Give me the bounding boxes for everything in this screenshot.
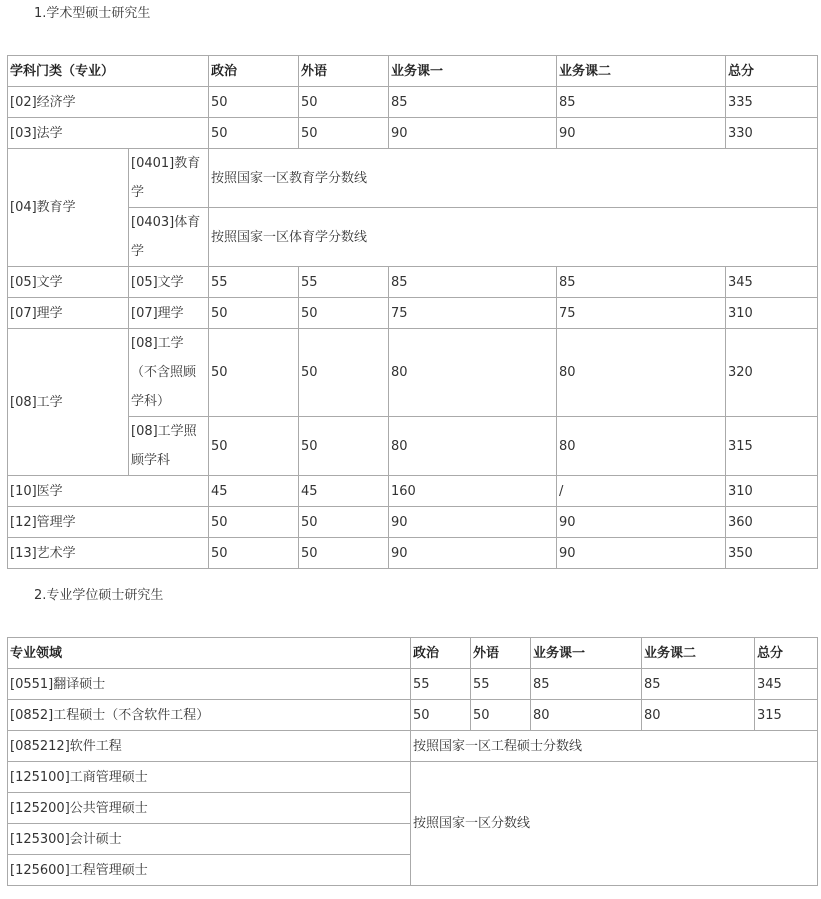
cell-foreign-language: 50 <box>471 700 531 731</box>
header-field: 专业领域 <box>8 638 411 669</box>
cell-course1: 80 <box>389 329 557 417</box>
header-total: 总分 <box>755 638 818 669</box>
cell-note: 按照国家一区分数线 <box>411 762 818 886</box>
academic-score-table <box>7 55 818 569</box>
cell-course2: 90 <box>557 507 726 538</box>
table-row <box>8 538 818 569</box>
table-row <box>8 329 818 417</box>
table-row <box>8 118 818 149</box>
cell-category: [10]医学 <box>8 476 209 507</box>
cell-total: 320 <box>726 329 818 417</box>
cell-field: [125100]工商管理硕士 <box>8 762 411 793</box>
cell-category: [05]文学 <box>8 267 129 298</box>
cell-course1: 80 <box>389 417 557 476</box>
cell-politics: 55 <box>411 669 471 700</box>
cell-course2: 85 <box>557 267 726 298</box>
cell-foreign-language: 50 <box>299 507 389 538</box>
cell-total: 345 <box>726 267 818 298</box>
cell-total: 360 <box>726 507 818 538</box>
cell-course1: 85 <box>531 669 642 700</box>
cell-subcategory: [0403]体育学 <box>129 208 209 267</box>
table-row <box>8 731 818 762</box>
professional-score-table <box>7 637 818 886</box>
table-header-row <box>8 638 818 669</box>
cell-politics: 50 <box>209 538 299 569</box>
table-row <box>8 298 818 329</box>
table-row <box>8 476 818 507</box>
cell-total: 335 <box>726 87 818 118</box>
cell-subcategory: [05]文学 <box>129 267 209 298</box>
cell-foreign-language: 45 <box>299 476 389 507</box>
cell-field: [125200]公共管理硕士 <box>8 793 411 824</box>
cell-foreign-language: 55 <box>299 267 389 298</box>
section1-title: 1.学术型硕士研究生 <box>34 6 151 21</box>
table-row <box>8 267 818 298</box>
header-course1: 业务课一 <box>531 638 642 669</box>
cell-politics: 55 <box>209 267 299 298</box>
table-header-row <box>8 56 818 87</box>
cell-total: 310 <box>726 298 818 329</box>
cell-subcategory: [08]工学照顾学科 <box>129 417 209 476</box>
cell-course2: 80 <box>557 417 726 476</box>
cell-total: 350 <box>726 538 818 569</box>
table-row <box>8 507 818 538</box>
cell-foreign-language: 50 <box>299 417 389 476</box>
cell-subcategory: [0401]教育学 <box>129 149 209 208</box>
cell-category: [02]经济学 <box>8 87 209 118</box>
cell-field: [0852]工程硕士（不含软件工程） <box>8 700 411 731</box>
cell-course2: 80 <box>557 329 726 417</box>
cell-politics: 50 <box>209 329 299 417</box>
cell-total: 315 <box>726 417 818 476</box>
table-row <box>8 87 818 118</box>
cell-course1: 75 <box>389 298 557 329</box>
table-row <box>8 208 818 267</box>
cell-foreign-language: 55 <box>471 669 531 700</box>
cell-category: [12]管理学 <box>8 507 209 538</box>
cell-field: [0551]翻译硕士 <box>8 669 411 700</box>
cell-category: [08]工学 <box>8 329 129 476</box>
cell-politics: 50 <box>209 507 299 538</box>
header-politics: 政治 <box>209 56 299 87</box>
cell-foreign-language: 50 <box>299 538 389 569</box>
cell-subcategory: [07]理学 <box>129 298 209 329</box>
cell-politics: 50 <box>209 298 299 329</box>
cell-category: [04]教育学 <box>8 149 129 267</box>
cell-category: [13]艺术学 <box>8 538 209 569</box>
cell-course2: 85 <box>557 87 726 118</box>
cell-category: [03]法学 <box>8 118 209 149</box>
cell-subcategory: [08]工学（不含照顾学科） <box>129 329 209 417</box>
cell-politics: 50 <box>209 417 299 476</box>
table-row <box>8 762 818 793</box>
cell-note: 按照国家一区教育学分数线 <box>209 149 818 208</box>
header-category: 学科门类（专业） <box>8 56 209 87</box>
table-row <box>8 149 818 208</box>
table-row <box>8 700 818 731</box>
cell-total: 345 <box>755 669 818 700</box>
table-row <box>8 417 818 476</box>
cell-course2: 85 <box>642 669 755 700</box>
cell-course1: 90 <box>389 507 557 538</box>
cell-course1: 90 <box>389 538 557 569</box>
cell-note: 按照国家一区工程硕士分数线 <box>411 731 818 762</box>
cell-field: [125300]会计硕士 <box>8 824 411 855</box>
cell-field: [125600]工程管理硕士 <box>8 855 411 886</box>
cell-foreign-language: 50 <box>299 118 389 149</box>
cell-total: 310 <box>726 476 818 507</box>
cell-foreign-language: 50 <box>299 298 389 329</box>
cell-course1: 85 <box>389 87 557 118</box>
header-politics: 政治 <box>411 638 471 669</box>
cell-foreign-language: 50 <box>299 87 389 118</box>
cell-category: [07]理学 <box>8 298 129 329</box>
cell-course1: 90 <box>389 118 557 149</box>
header-foreign-language: 外语 <box>299 56 389 87</box>
cell-foreign-language: 50 <box>299 329 389 417</box>
header-course2: 业务课二 <box>557 56 726 87</box>
cell-course2: 90 <box>557 538 726 569</box>
header-course1: 业务课一 <box>389 56 557 87</box>
section2-title: 2.专业学位硕士研究生 <box>34 588 164 603</box>
header-course2: 业务课二 <box>642 638 755 669</box>
cell-course2: 75 <box>557 298 726 329</box>
cell-total: 315 <box>755 700 818 731</box>
cell-politics: 50 <box>209 87 299 118</box>
cell-course2: 90 <box>557 118 726 149</box>
cell-course1: 80 <box>531 700 642 731</box>
cell-note: 按照国家一区体育学分数线 <box>209 208 818 267</box>
cell-politics: 50 <box>209 118 299 149</box>
cell-politics: 45 <box>209 476 299 507</box>
cell-course1: 160 <box>389 476 557 507</box>
header-foreign-language: 外语 <box>471 638 531 669</box>
header-total: 总分 <box>726 56 818 87</box>
cell-course1: 85 <box>389 267 557 298</box>
cell-field: [085212]软件工程 <box>8 731 411 762</box>
cell-course2: / <box>557 476 726 507</box>
table-row <box>8 669 818 700</box>
cell-politics: 50 <box>411 700 471 731</box>
cell-course2: 80 <box>642 700 755 731</box>
cell-total: 330 <box>726 118 818 149</box>
